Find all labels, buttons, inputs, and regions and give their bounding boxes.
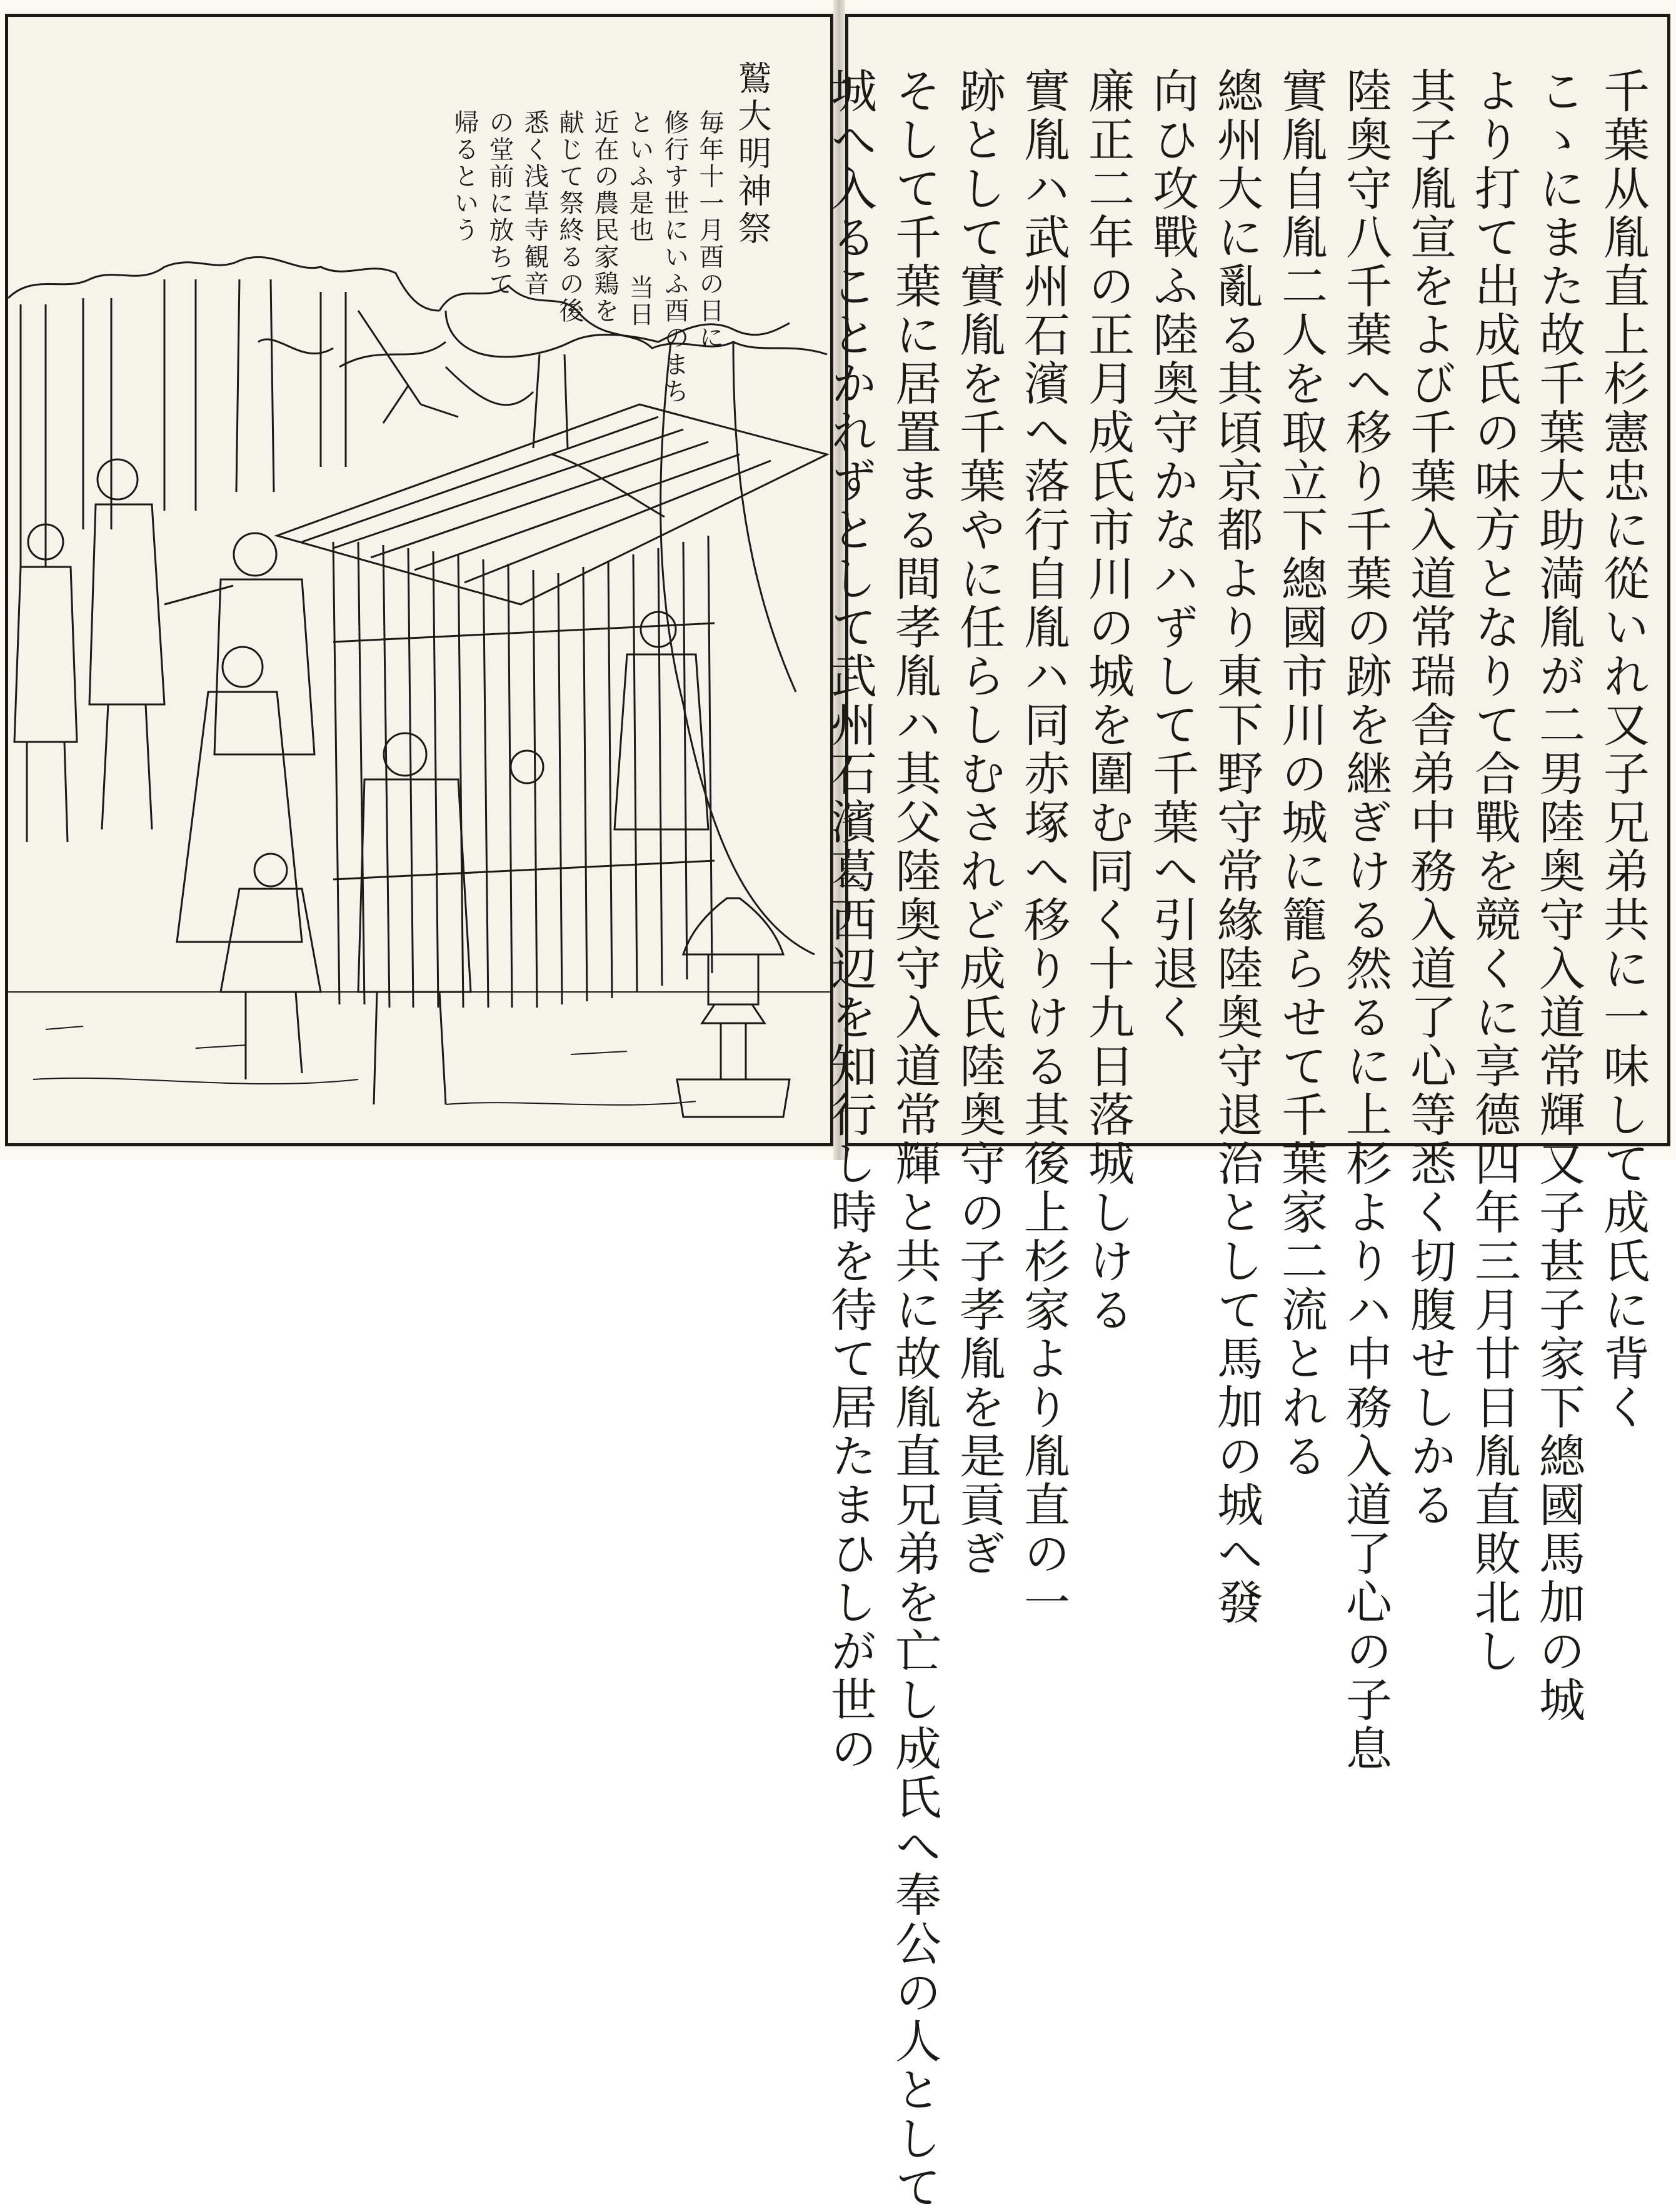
caption-line: 近在の農民家鶏を [590, 109, 619, 324]
text-column: 實胤ハ武州石濱へ落行自胤ハ同赤塚へ移りける其後上杉家より胤直の一 [1016, 67, 1070, 1627]
right-page [823, 14, 1670, 2212]
text-column: 向ひ攻戰ふ陸奥守かなハずして千葉へ引退く [1145, 67, 1199, 1042]
text-column: 實胤自胤二人を取立下總國市川の城に籠らせて千葉家二流とれる [1274, 67, 1328, 1481]
main-text-block [818, 67, 1655, 2212]
text-column: こゝにまた故千葉大助満胤が二男陸奥守入道常輝又子甚子家下總國馬加の城 [1532, 67, 1585, 1724]
caption-line: 悉く浅草寺観音 [520, 109, 549, 298]
left-page [5, 14, 833, 1146]
caption-body [447, 109, 727, 405]
text-column: 陸奥守八千葉へ移り千葉の跡を継ぎける然るに上杉よりハ中務入道了心の子息 [1338, 67, 1392, 1773]
text-column: 城へ入ることかれずとして武州石濱葛西辺を知行し時を待て居たまひしが世の [823, 67, 877, 1773]
text-column: 跡として實胤を千葉やに任らしむされど成氏陸奥守の子孝胤を是貢ぎ [952, 67, 1006, 1578]
caption-line: 毎年十一月酉の日に [695, 109, 724, 351]
text-column: そして千葉に居置まる間孝胤ハ其父陸奥守入道常輝と共に故胤直兄弟を亡し成氏へ奉公の人として [888, 67, 941, 2212]
caption-line: の堂前に放ちて [485, 109, 514, 298]
text-column: より打て出成氏の味方となりて合戰を競くに享德四年三月廿日胤直敗北し [1467, 67, 1521, 1676]
bamboo-fence [333, 536, 715, 1008]
caption-line: 献じて祭終るの後 [555, 109, 584, 324]
ground-lines [8, 992, 830, 1105]
text-column: 千葉从胤直上杉憲忠に從いれ又子兄弟共に一味して成氏に背く [1596, 67, 1650, 1432]
text-column: 其子胤宣をよび千葉入道常瑞舎弟中務入道了心等悉く切腹せしかる [1403, 67, 1457, 1529]
caption-line: 帰るという [450, 109, 479, 244]
text-column: 總州大に亂る其頃京都より東下野守常緣陸奥守退治として馬加の城へ發 [1210, 67, 1263, 1627]
caption-title: 鷲大明神祭 [733, 61, 772, 248]
caption-line: 修行す世にいふ酉のまち [660, 109, 689, 405]
caption-line: といふ是也 当日 [625, 109, 654, 328]
text-column: 廉正二年の正月成氏市川の城を圍む同く十九日落城しける [1081, 67, 1135, 1334]
stone-lantern [677, 898, 790, 1117]
